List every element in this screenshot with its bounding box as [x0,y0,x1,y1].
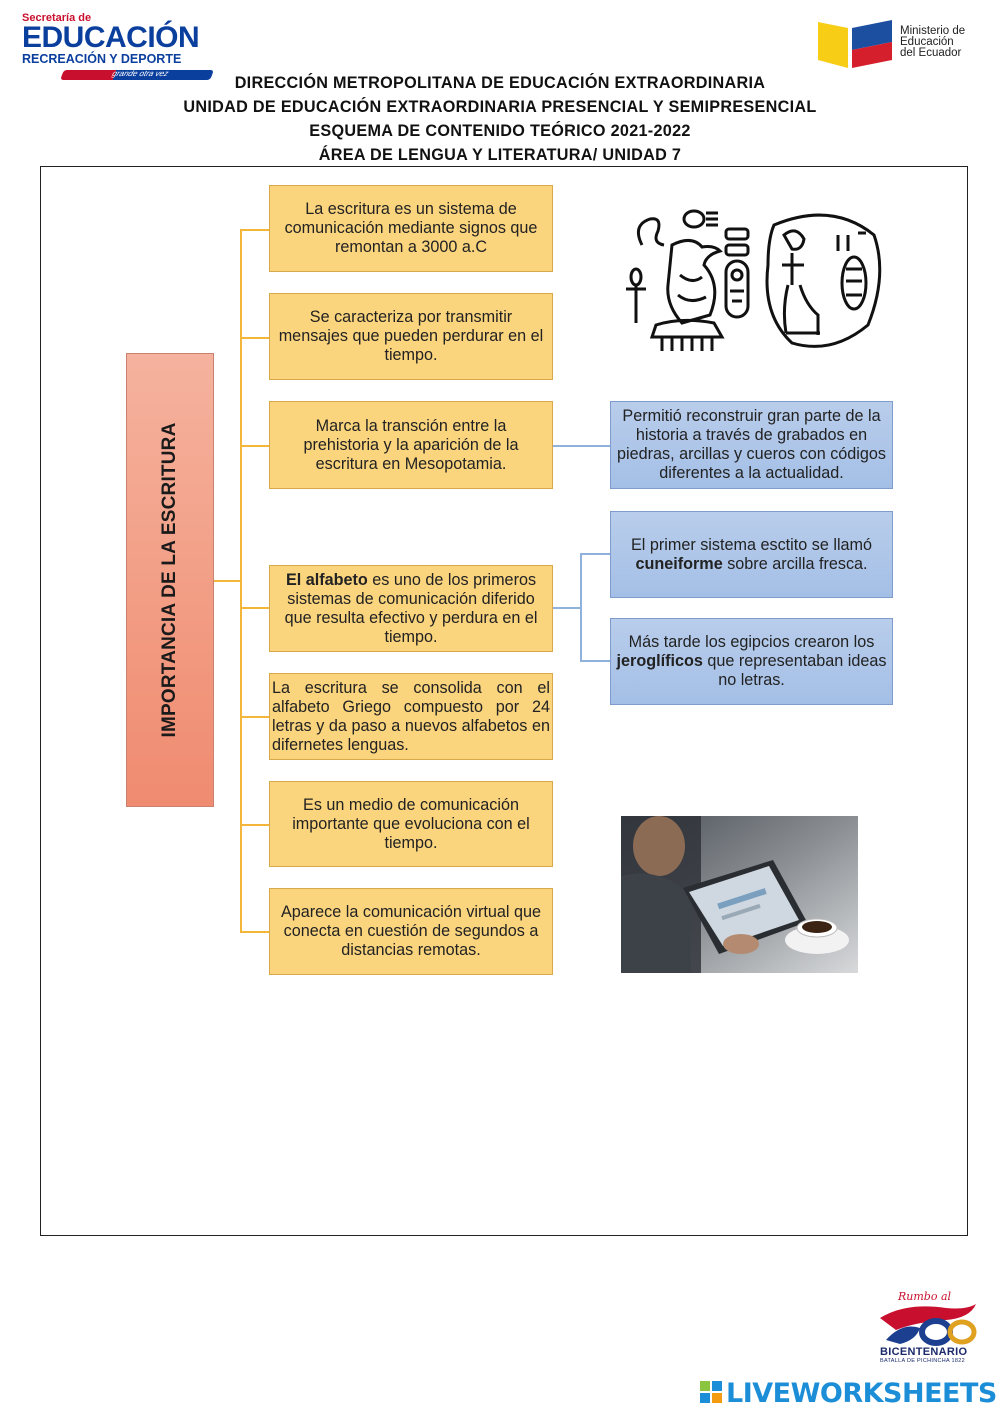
connector-title [214,580,242,582]
diagram-title: IMPORTANCIA DE LA ESCRITURA [159,422,180,738]
detail-text-cuneiform [615,536,888,574]
connector-mesopotamia [553,445,610,447]
hieroglyphs-bold: jeroglíficos [616,652,703,670]
bicentenario-200-icon [876,1300,980,1346]
item-box-2 [269,293,553,380]
item-box-4 [269,565,553,652]
bicentenario-sub: BATALLA DE PICHINCHA 1822 [880,1358,965,1364]
item-text-2: Se caracteriza por transmitir mensajes que pueden perdurar en el tiempo. [278,308,544,364]
connector-branch-6 [240,824,269,826]
heading-3: ESQUEMA DE CONTENIDO TEÓRICO 2021-2022 [309,122,691,140]
detail-box-cuneiform [610,511,893,598]
detail-box-mesopotamia [610,401,893,489]
tablet-coffee-photo [621,816,858,973]
diagram-title-box [126,353,214,807]
egyptian-hieroglyphs-image [622,205,884,355]
item-box-5 [269,673,553,760]
item-text-4-rest: es uno de los primeros sistemas de comunicación diferido que resulta efectivo y perdura en el tiempo. [284,570,538,646]
connector-alfabeto-trunk [580,553,582,661]
cuneiform-bold: cuneiforme [635,554,723,573]
logo-right-line1: Ministerio de [900,25,966,37]
item-text-4-bold: El alfabeto [285,570,368,589]
item-text-1: La escritura es un sistema de comunicación mediante signos que remontan a 3000 a.C [284,200,538,256]
item-text-3: Marca la transción entre la prehistoria y la aparición de la escritura en Mesopotamia. [303,416,519,473]
heading-1: DIRECCIÓN METROPOLITANA DE EDUCACIÓN EXTRAORDINARIA [234,74,766,92]
connector-branch-3 [240,445,269,447]
logo-right-line2: Educación [900,36,954,48]
item-box-1 [269,185,553,272]
logo-right-line3: del Ecuador [900,47,962,59]
item-box-6 [269,781,553,867]
connector-alfabeto [553,607,581,609]
liveworksheets-logo [700,1378,995,1408]
hieroglyphs-after: que representaban ideas no letras. [702,652,887,689]
secretaria-educacion-logo [22,12,202,76]
connector-trunk [240,229,242,932]
item-text-7: Aparece la comunicación virtual que conecta en cuestión de segundos a distancias remotas. [280,903,542,959]
bicentenario-logo [870,1290,985,1365]
ministerio-book-icon [818,20,892,70]
cuneiform-before: El primer sistema esctito se llamó [630,535,873,554]
logo-left-line1: Secretaría de [22,12,92,24]
liveworksheets-wordmark: LIVEWORKSHEETS [726,1378,997,1409]
item-box-7 [269,888,553,975]
bicentenario-label: BICENTENARIO [880,1346,968,1358]
connector-branch-7 [240,931,269,933]
heading-4: ÁREA DE LENGUA Y LITERATURA/ UNIDAD 7 [318,146,682,164]
connector-branch-2 [240,337,269,339]
item-text-5: La escritura se consolida con el alfabeto Griego compuesto por 24 letras y da paso a nuevos alfabetos en difernetes lenguas. [272,678,550,754]
logo-left-line2: EDUCACIÓN [22,21,200,54]
logo-tagline: grande otra vez [110,69,170,78]
item-box-3 [269,401,553,489]
detail-box-hieroglyphs [610,618,893,705]
connector-cuneiform [580,553,610,555]
connector-branch-4 [240,607,269,609]
detail-text-hieroglyphs [615,633,888,690]
connector-branch-5 [240,716,269,718]
item-text-6: Es un medio de comunicación importante que evoluciona con el tiempo. [292,795,530,852]
connector-branch-1 [240,229,269,231]
bicentenario-script: Rumbo al [898,1290,952,1303]
item-text-4 [278,571,544,647]
cuneiform-after: sobre arcilla fresca. [722,554,868,573]
logo-left-line3: RECREACIÓN Y DEPORTE [22,52,182,66]
ministerio-educacion-logo [818,20,988,72]
liveworksheets-badge-icon [700,1381,722,1403]
detail-text-mesopotamia: Permitió reconstruir gran parte de la historia a través de grabados en piedras, arcillas y cueros con códigos diferentes a la actualidad. [616,407,887,482]
connector-hieroglyphs [580,660,610,662]
heading-2: UNIDAD DE EDUCACIÓN EXTRAORDINARIA PRESENCIAL Y SEMIPRESENCIAL [183,98,817,116]
hieroglyphs-before: Más tarde los egipcios crearon los [628,633,875,651]
